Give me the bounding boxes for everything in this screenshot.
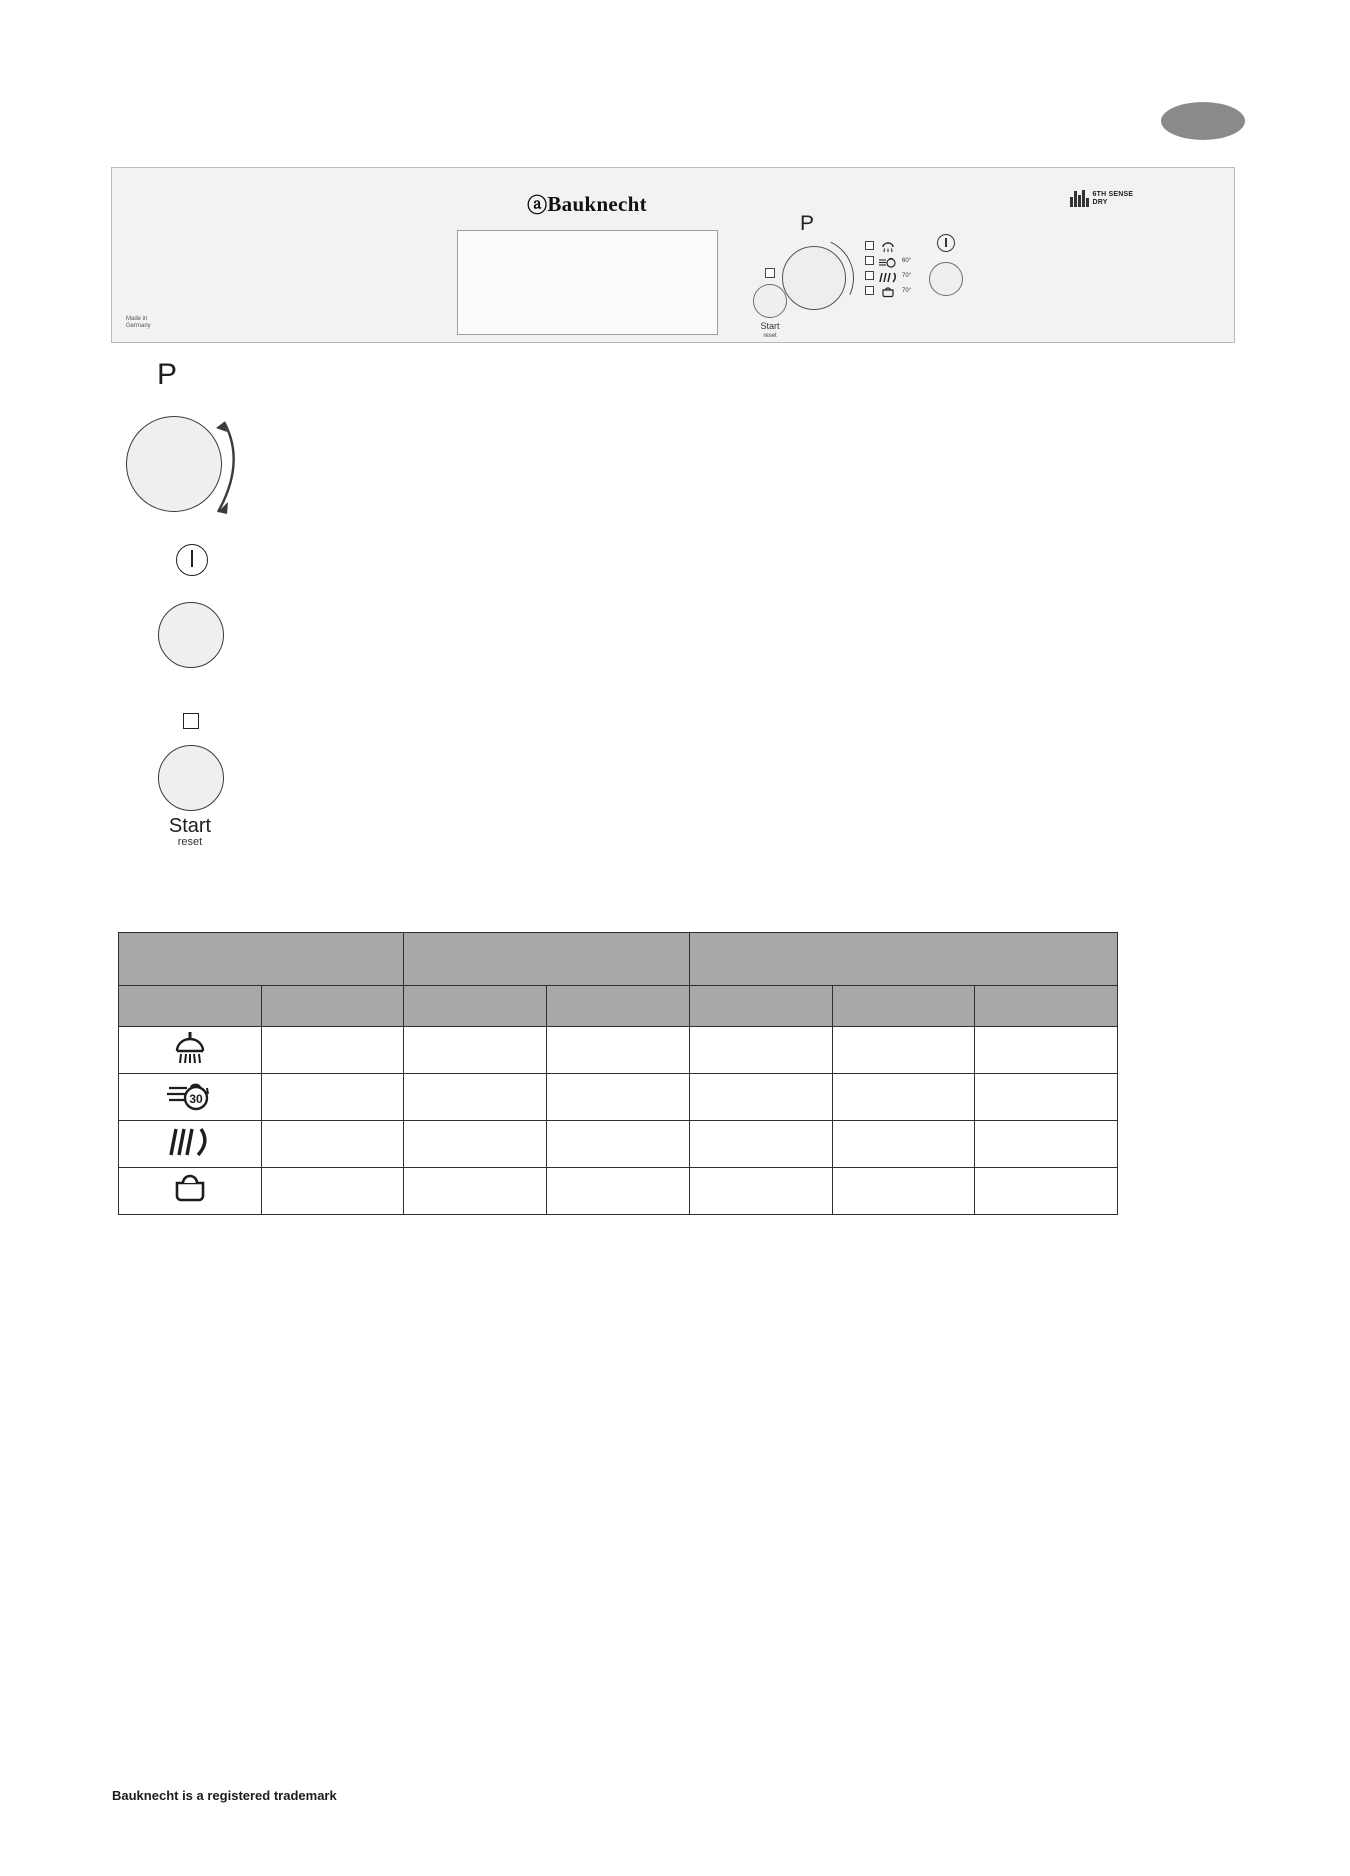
header-cell-options [404, 933, 689, 986]
legend-start-label: Start [168, 815, 212, 837]
program-indicator-row[interactable] [865, 255, 911, 266]
legend-power-icon [176, 544, 208, 576]
header-cell-description [261, 986, 404, 1027]
eco-30-icon [879, 255, 897, 266]
program-led-1-icon [865, 241, 874, 250]
program-label-4: 70° [902, 287, 912, 294]
footer-trademark-text: Bauknecht is a registered trademark [112, 1788, 337, 1803]
legend-program-knob[interactable] [126, 416, 222, 512]
row-c1 [404, 1168, 547, 1215]
sixth-sense-bars-icon [1070, 190, 1089, 207]
brand-name: Bauknecht [547, 192, 647, 216]
sixth-sense-logo [1070, 190, 1133, 207]
made-in-line2: Germany [126, 323, 151, 329]
sixth-sense-line1: 6TH SENSE [1092, 190, 1134, 198]
row-c3 [689, 1121, 832, 1168]
row-c2 [547, 1074, 690, 1121]
header-cell-c2 [547, 986, 690, 1027]
row-c1 [404, 1027, 547, 1074]
legend-start-square-indicator-icon [183, 713, 199, 729]
row-icon-cell [119, 1121, 262, 1168]
on-off-button-knob[interactable] [929, 262, 963, 296]
program-label-3: 70° [902, 272, 912, 279]
row-description [261, 1121, 404, 1168]
row-c5 [975, 1074, 1118, 1121]
panel-on-off-button[interactable] [924, 234, 968, 296]
program-indicator-row[interactable] [865, 240, 911, 251]
row-c1 [404, 1074, 547, 1121]
shower-icon [169, 1031, 211, 1070]
control-panel [111, 167, 1235, 343]
power-icon [937, 234, 955, 252]
pot-icon [168, 1172, 212, 1211]
eco-30-icon [167, 1078, 213, 1117]
legend-start-sub-label: reset [177, 836, 203, 848]
table-header-row-2 [119, 986, 1118, 1027]
table-row [119, 1027, 1118, 1074]
legend-on-off-button[interactable] [158, 602, 224, 668]
row-description [261, 1027, 404, 1074]
header-cell-c5 [975, 986, 1118, 1027]
header-cell-c1 [404, 986, 547, 1027]
header-cell-program [119, 933, 404, 986]
row-c1 [404, 1121, 547, 1168]
made-in-text [126, 316, 151, 330]
program-label-2: 60° [902, 257, 912, 264]
header-cell-consumption [689, 933, 1117, 986]
program-led-3-icon [865, 271, 874, 280]
row-c4 [832, 1074, 975, 1121]
row-icon-cell [119, 1168, 262, 1215]
program-indicator-row[interactable] [865, 270, 911, 281]
brand-logo: ⓐBauknecht [527, 192, 647, 217]
row-description [261, 1074, 404, 1121]
display-window [457, 230, 718, 335]
row-c2 [547, 1121, 690, 1168]
program-knob-label: P [800, 212, 815, 235]
row-c5 [975, 1027, 1118, 1074]
header-cell-c3 [689, 986, 832, 1027]
program-led-4-icon [865, 286, 874, 295]
program-table [118, 932, 1118, 1215]
row-c3 [689, 1027, 832, 1074]
legend-program-symbol: P [157, 358, 178, 391]
program-led-2-icon [865, 256, 874, 265]
program-selector-knob[interactable] [782, 246, 846, 310]
table-row [119, 1074, 1118, 1121]
row-c3 [689, 1168, 832, 1215]
row-c4 [832, 1168, 975, 1215]
svg-text:30: 30 [189, 1091, 203, 1106]
table-header-row-1 [119, 933, 1118, 986]
row-c2 [547, 1168, 690, 1215]
start-label: Start [760, 321, 780, 331]
header-cell-icon [119, 986, 262, 1027]
page-corner-marker [1161, 102, 1245, 140]
row-description [261, 1168, 404, 1215]
row-icon-cell [119, 1074, 262, 1121]
shower-icon [879, 240, 897, 251]
row-c3 [689, 1074, 832, 1121]
program-indicator-row[interactable] [865, 285, 911, 296]
table-row [119, 1168, 1118, 1215]
table-row [119, 1121, 1118, 1168]
program-indicator-list [865, 240, 911, 296]
sixth-sense-line2: DRY [1092, 198, 1108, 206]
sixth-sense-text [1093, 191, 1134, 207]
legend-start-button[interactable] [158, 745, 224, 811]
row-c2 [547, 1027, 690, 1074]
rinse-lines-icon [168, 1125, 212, 1164]
rinse-lines-icon [879, 270, 897, 281]
row-c5 [975, 1168, 1118, 1215]
header-cell-c4 [832, 986, 975, 1027]
pot-icon [879, 285, 897, 296]
row-c4 [832, 1121, 975, 1168]
made-in-line1: Made in [126, 316, 148, 322]
row-c5 [975, 1121, 1118, 1168]
start-sub-label: reset [763, 333, 777, 339]
row-icon-cell [119, 1027, 262, 1074]
row-c4 [832, 1027, 975, 1074]
